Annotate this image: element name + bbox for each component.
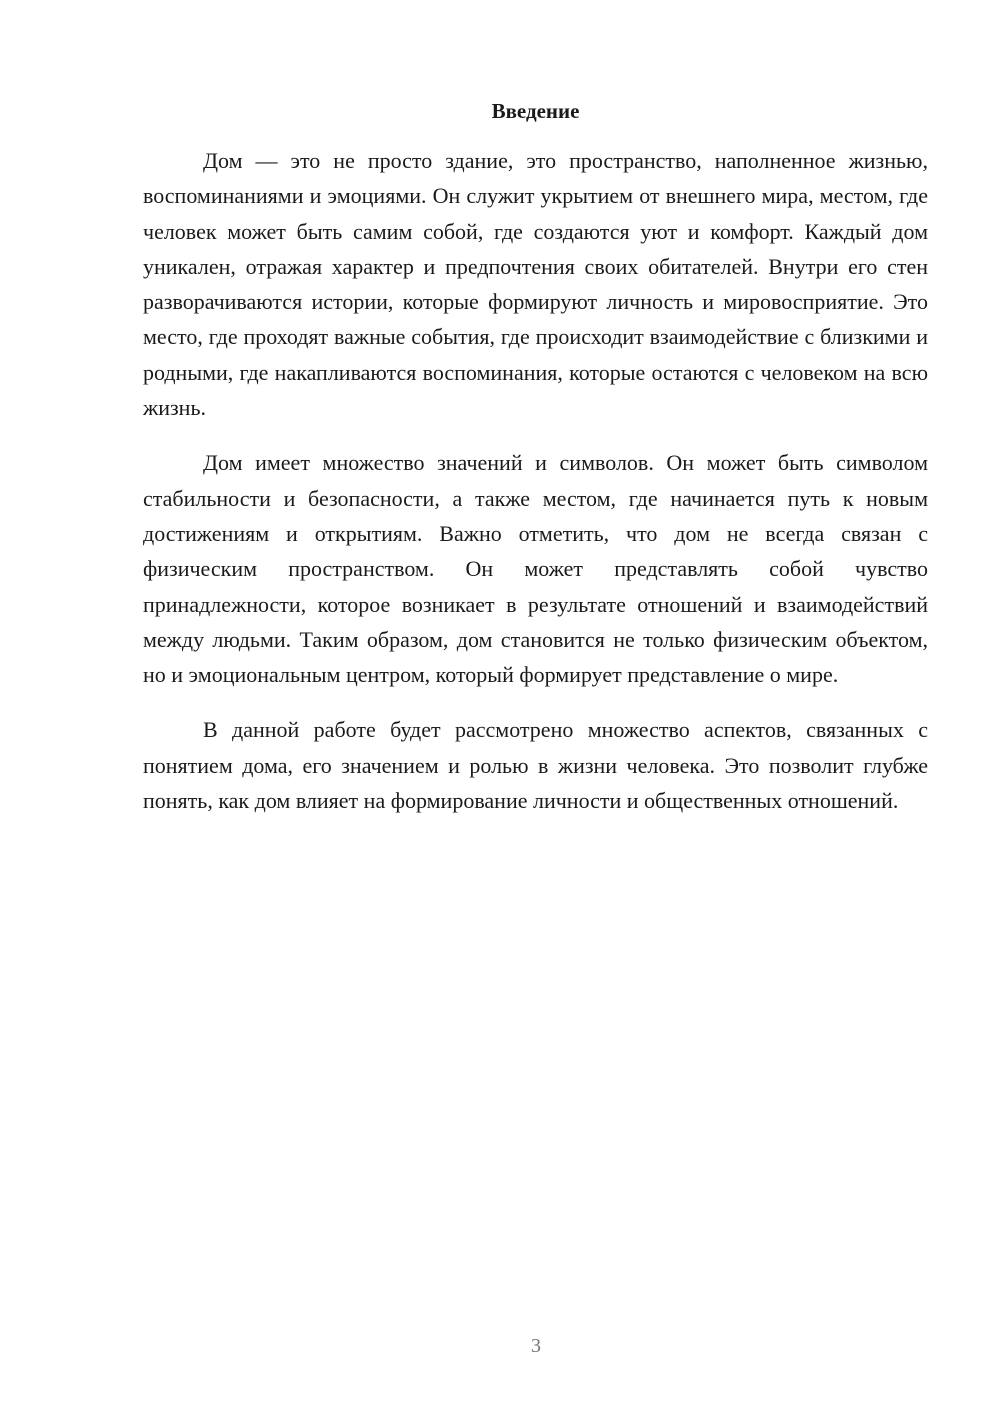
paragraph-2: Дом имеет множество значений и символов. Он может быть символом стабильности и безопасности, а также местом, где начинается путь к новым достижениям и открытиям. Важно отметить, что дом не всегда связан с физическим пространством. Он может представлять собой чувство принадлежности, которое возникает в результате отношений и взаимодействий между людьми. Таким образом, дом становится не только физическим объектом, но и эмоциональным центром, который формирует представление о мире.	[143, 450, 928, 688]
page-title: Введение	[491, 99, 580, 123]
body-text	[143, 143, 928, 838]
paragraph-1: Дом — это не просто здание, это пространство, наполненное жизнью, воспоминаниями и эмоциями. Он служит укрытием от внешнего мира, местом, где человек может быть самим собой, где создаются уют и комфорт. Каждый дом уникален, отражая характер и предпочтения своих обитателей. Внутри его стен разворачиваются истории, которые формируют личность и мировосприятие. Это место, где проходят важные события, где происходит взаимодействие с близкими и родными, где накапливаются воспоминания, которые остаются с человеком на всю жизнь.	[143, 148, 928, 421]
page-number: 3	[531, 1335, 541, 1357]
paragraph-3: В данной работе будет рассмотрено множество аспектов, связанных с понятием дома, его значением и ролью в жизни человека. Это позволит глубже понять, как дом влияет на формирование личности и общественных отношений.	[143, 717, 928, 814]
